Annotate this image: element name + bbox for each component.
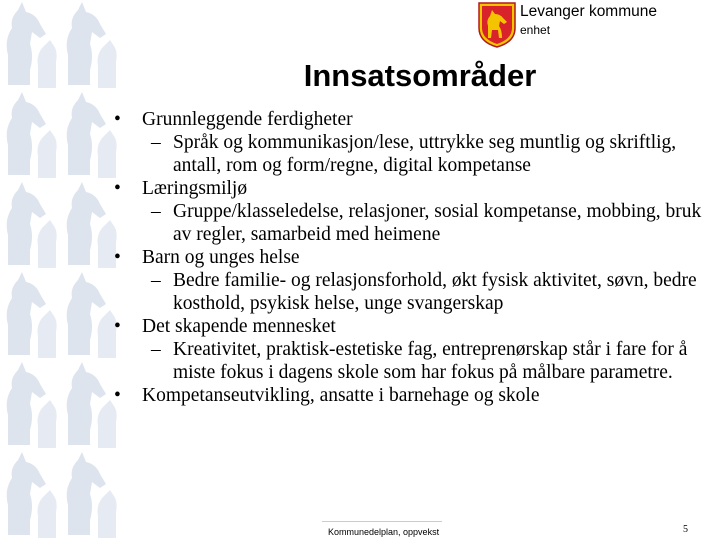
- sub-bullet-text: Gruppe/klasseledelse, relasjoner, sosial kompetanse, mobbing, bruk av regler, samarbeid med heimene: [173, 201, 702, 245]
- bullet-item: [112, 177, 712, 200]
- bullet-icon: •: [114, 178, 121, 199]
- footer-text: Kommunedelplan, oppvekst: [328, 527, 440, 537]
- bullet-text: Barn og unges helse: [142, 247, 300, 268]
- sub-bullet-item: [112, 338, 712, 384]
- page-number: 5: [683, 524, 688, 535]
- bullet-item: [112, 108, 712, 131]
- footer-divider: [322, 521, 442, 522]
- sub-bullet-text: Bedre familie- og relasjonsforhold, økt fysisk aktivitet, søvn, bedre kosthold, psykisk helse, unge svangerskap: [173, 270, 697, 314]
- sub-bullet-text: Språk og kommunikasjon/lese, uttrykke seg muntlig og skriftlig, antall, rom og form/regne, digital kompetanse: [173, 132, 677, 176]
- org-unit: enhet: [520, 23, 551, 37]
- bullet-icon: •: [114, 247, 121, 268]
- bullet-item: [112, 246, 712, 269]
- sub-bullet-item: [112, 200, 712, 246]
- header-logo-block: [478, 0, 718, 50]
- dash-icon: –: [151, 201, 161, 222]
- horse-shield-icon: [478, 2, 516, 48]
- dash-icon: –: [151, 339, 161, 360]
- bullet-icon: •: [114, 109, 121, 130]
- bullet-text: Grunnleggende ferdigheter: [142, 109, 353, 130]
- bullet-icon: •: [114, 316, 121, 337]
- bullet-item: [112, 315, 712, 338]
- bullet-icon: •: [114, 385, 121, 406]
- horse-pattern-graphic: [0, 0, 120, 540]
- sub-bullet-text: Kreativitet, praktisk-estetiske fag, entreprenørskap står i fare for å miste fokus i dagens skole som har fokus på målbare parametre.: [173, 339, 688, 383]
- bullet-text: Kompetanseutvikling, ansatte i barnehage og skole: [142, 385, 540, 406]
- dash-icon: –: [151, 270, 161, 291]
- sub-bullet-item: [112, 131, 712, 177]
- slide-title: Innsatsområder: [303, 58, 537, 93]
- org-name: Levanger kommune: [520, 3, 657, 20]
- decorative-horse-pattern: [0, 0, 120, 540]
- bullet-text: Det skapende mennesket: [142, 316, 336, 337]
- bullet-text: Læringsmiljø: [142, 178, 248, 199]
- bullet-item: [112, 384, 712, 407]
- sub-bullet-item: [112, 269, 712, 315]
- bullet-list: [112, 108, 712, 407]
- dash-icon: –: [151, 132, 161, 153]
